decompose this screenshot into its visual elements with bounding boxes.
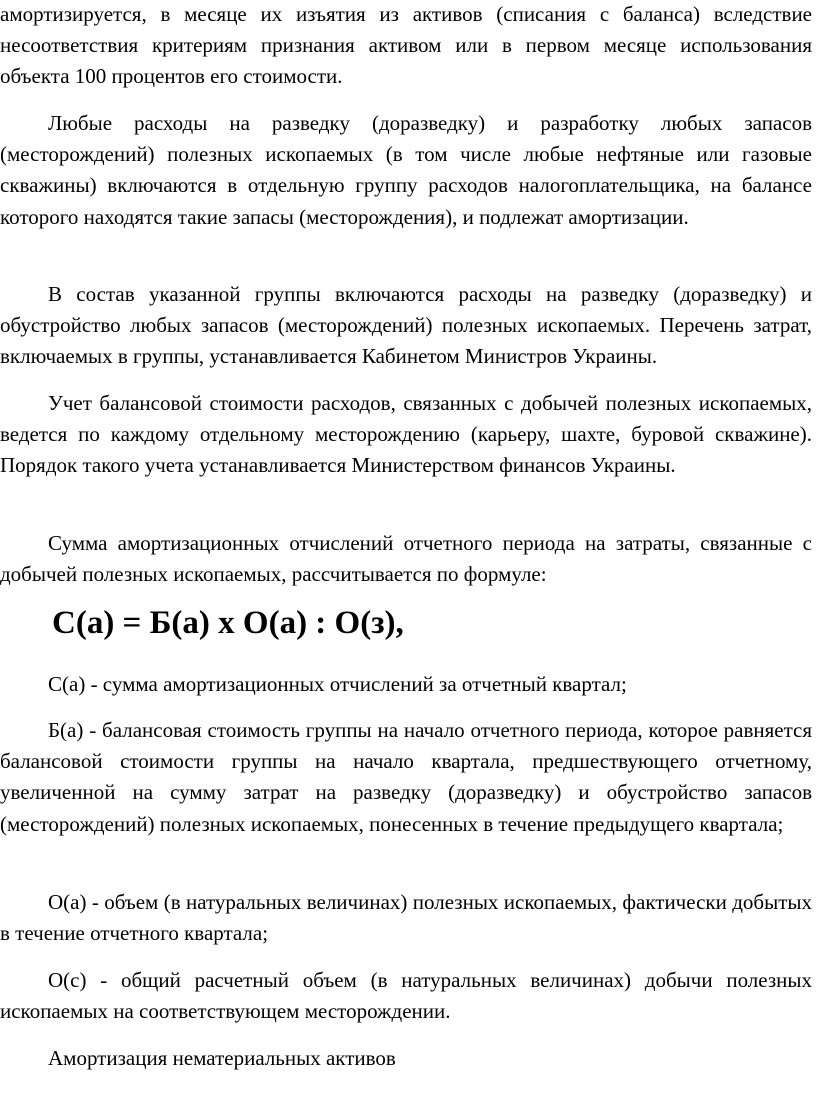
definition-ca: С(а) - сумма амортизационных отчислений за отчетный квартал; xyxy=(48,672,627,696)
paragraph-accounting: Учет балансовой стоимости расходов, связанных с добычей полезных ископаемых, ведется по каждому отдельному месторождению (карьеру, шахте, буровой скважине). Порядок такого учета устанавливается Министерством финансов Украины. xyxy=(0,391,812,478)
definition-ba: Б(а) - балансовая стоимость группы на начало отчетного периода, которое равняется балансовой стоимости группы на начало квартала, предшествующего отчетному, увеличенной на сумму затрат на разведку (доразведку) и обустройство запасов (месторождений) полезных ископаемых, понесенных в течение предыдущего квартала; xyxy=(0,718,812,836)
amortization-formula: С(а) = Б(а) х О(а) : О(з), xyxy=(52,605,404,641)
paragraph-formula-intro: Сумма амортизационных отчислений отчетного периода на затраты, связанные с добычей полезных ископаемых, рассчитывается по формуле: xyxy=(0,531,812,587)
paragraph-continuation: амортизируется, в месяце их изъятия из активов (списания с баланса) вследствие несоответствия критериям признания активом или в первом месяце использования объекта 100 процентов его стоимости. xyxy=(0,2,812,89)
paragraph-group-composition: В состав указанной группы включаются расходы на разведку (доразведку) и обустройство любых запасов (месторождений) полезных ископаемых. Перечень затрат, включаемых в группы, устанавливается Кабинетом Министров Украины. xyxy=(0,282,812,369)
section-heading-intangible-assets: Амортизация нематериальных активов xyxy=(48,1046,396,1070)
definition-oa: О(а) - объем (в натуральных величинах) полезных ископаемых, фактически добытых в течение отчетного квартала; xyxy=(0,890,812,946)
paragraph-exploration-costs: Любые расходы на разведку (доразведку) и разработку любых запасов (месторождений) полезных ископаемых (в том числе любые нефтяные или газовые скважины) включаются в отдельную группу расходов налогоплательщика, на балансе которого находятся такие запасы (месторождения), и подлежат амортизации. xyxy=(0,111,812,229)
definition-os: О(с) - общий расчетный объем (в натуральных величинах) добычи полезных ископаемых на соответствующем месторождении. xyxy=(0,968,812,1024)
